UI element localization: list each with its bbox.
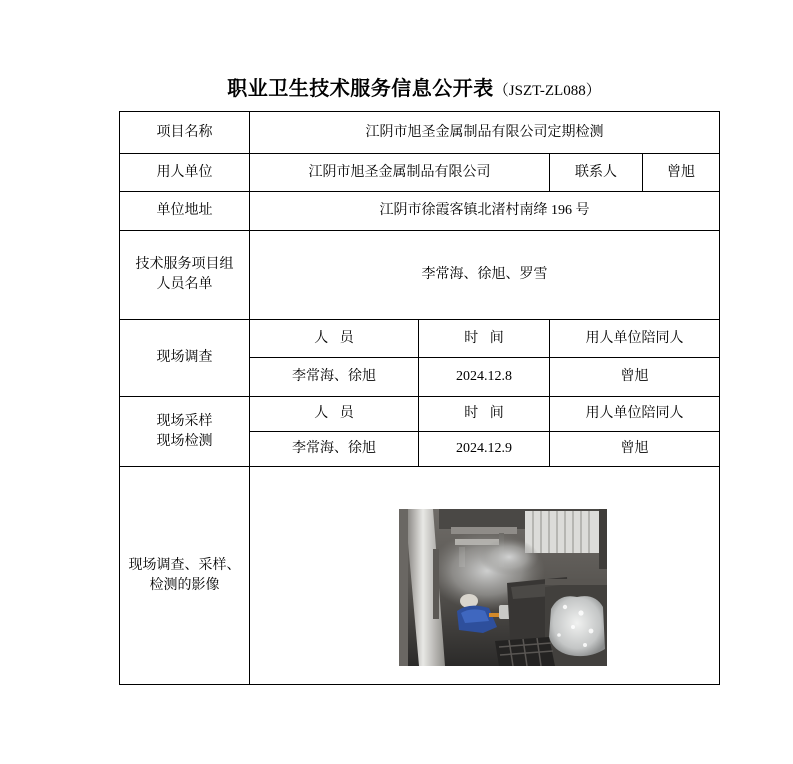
photo-floor-grate: [495, 637, 555, 666]
site-images-label-line-2: 检测的影像: [149, 577, 220, 593]
project-name-value: 江阴市旭圣金属制品有限公司定期检测: [250, 112, 720, 154]
site-images-cell: [250, 467, 720, 685]
contact-label: 联系人: [550, 154, 643, 192]
row-project-name: [120, 112, 720, 154]
document-title: [119, 76, 709, 102]
site-survey-date: 2024.12.8: [419, 358, 550, 397]
row-address: [120, 192, 720, 231]
site-sampling-header-personnel: 人 员: [250, 397, 419, 432]
contact-value: 曾旭: [643, 154, 720, 192]
row-site-sampling-header: [120, 397, 720, 432]
site-photo: [399, 509, 607, 666]
team-label-line-2: 人员名单: [156, 277, 213, 292]
site-photo-image: [399, 509, 607, 666]
site-survey-header-personnel: 人 员: [250, 320, 419, 358]
site-sampling-date: 2024.12.9: [419, 432, 550, 467]
site-images-label-line-1: 现场调查、采样、: [128, 557, 241, 573]
site-survey-label: 现场调查: [120, 320, 250, 397]
address-label: 单位地址: [120, 192, 250, 231]
employer-label: 用人单位: [120, 154, 250, 192]
team-members: 李常海、徐旭、罗雪: [250, 231, 720, 320]
address-value: 江阴市徐霞客镇北渚村南绛 196 号: [250, 192, 720, 231]
site-survey-personnel: 李常海、徐旭: [250, 358, 419, 397]
site-sampling-header-time: 时 间: [419, 397, 550, 432]
row-team: [120, 231, 720, 320]
team-label-line-1: 技术服务项目组: [135, 257, 234, 272]
project-name-label: 项目名称: [120, 112, 250, 154]
site-sampling-personnel: 李常海、徐旭: [250, 432, 419, 467]
site-images-label: [120, 467, 250, 685]
site-sampling-label: [120, 397, 250, 467]
employer-value: 江阴市旭圣金属制品有限公司: [250, 154, 550, 192]
site-survey-accompanying: 曾旭: [550, 358, 720, 397]
site-sampling-accompanying: 曾旭: [550, 432, 720, 467]
row-employer: [120, 154, 720, 192]
site-sampling-label-line-2: 现场检测: [156, 433, 213, 449]
title-code: （JSZT-ZL088）: [493, 83, 601, 99]
row-site-survey-header: [120, 320, 720, 358]
photo-metal-chips: [549, 596, 605, 656]
title-main: 职业卫生技术服务信息公开表: [227, 78, 494, 100]
site-survey-header-time: 时 间: [419, 320, 550, 358]
site-sampling-header-accompanying: 用人单位陪同人: [550, 397, 720, 432]
row-site-images: [120, 467, 720, 685]
disclosure-form: [119, 111, 720, 685]
site-sampling-label-line-1: 现场采样: [156, 413, 213, 429]
team-label: [120, 231, 250, 320]
site-survey-header-accompanying: 用人单位陪同人: [550, 320, 720, 358]
